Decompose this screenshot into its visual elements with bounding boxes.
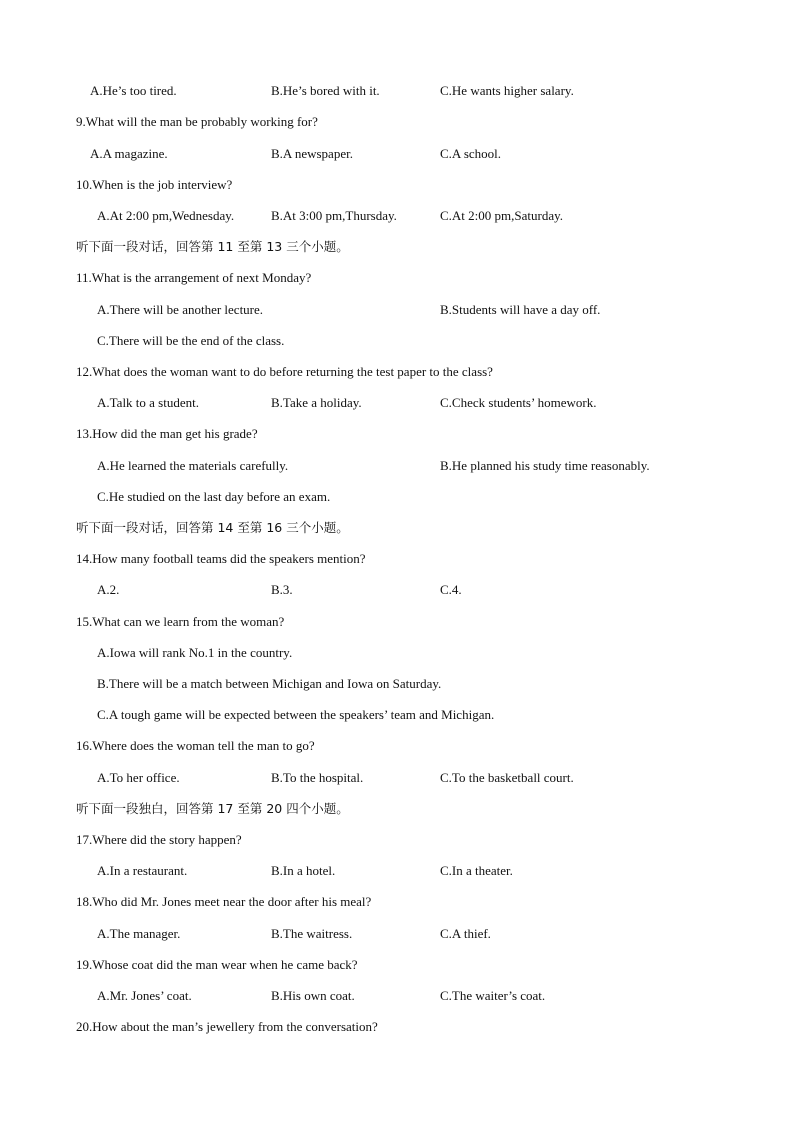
q9-option-b: B.A newspaper.	[271, 146, 353, 161]
q20-question-line	[0, 1017, 794, 1037]
q12-options	[0, 393, 794, 413]
q17-option-a: A.In a restaurant.	[97, 863, 188, 878]
q9-question-line	[0, 112, 794, 132]
q13-option-b: B.He planned his study time reasonably.	[440, 458, 650, 473]
q11-options-c	[0, 331, 794, 351]
q8-option-b: B.He’s bored with it.	[271, 83, 380, 98]
q19-question: 19.Whose coat did the man wear when he came back?	[76, 957, 358, 972]
q15-option-c-line	[0, 705, 794, 725]
q11-option-c: C.There will be the end of the class.	[97, 333, 285, 348]
q15-option-a: A.Iowa will rank No.1 in the country.	[97, 645, 293, 660]
q15-question: 15.What can we learn from the woman?	[76, 614, 285, 629]
q15-question-line	[0, 612, 794, 632]
q16-option-b: B.To the hospital.	[271, 770, 364, 785]
q12-question-line	[0, 362, 794, 382]
q18-question-line	[0, 892, 794, 912]
q18-option-c: C.A thief.	[440, 926, 491, 941]
section-17-20-text: 听下面一段独白，回答第 17 至第 20 四个小题。	[76, 801, 349, 816]
q19-option-c: C.The waiter’s coat.	[440, 988, 546, 1003]
q20-question: 20.How about the man’s jewellery from the conversation?	[76, 1019, 378, 1034]
q14-question-line	[0, 549, 794, 569]
q12-option-b: B.Take a holiday.	[271, 395, 362, 410]
q8-option-c: C.He wants higher salary.	[440, 83, 574, 98]
q12-question: 12.What does the woman want to do before returning the test paper to the class?	[76, 364, 493, 379]
q13-options-ab	[0, 456, 794, 476]
q18-question: 18.Who did Mr. Jones meet near the door after his meal?	[76, 894, 372, 909]
q10-question-line	[0, 175, 794, 195]
q13-option-a: A.He learned the materials carefully.	[97, 458, 289, 473]
q10-question: 10.When is the job interview?	[76, 177, 233, 192]
q19-option-a: A.Mr. Jones’ coat.	[97, 988, 192, 1003]
q15-option-c: C.A tough game will be expected between the speakers’ team and Michigan.	[97, 707, 495, 722]
q13-question: 13.How did the man get his grade?	[76, 426, 258, 441]
q10-option-b: B.At 3:00 pm,Thursday.	[271, 208, 397, 223]
q8-options	[0, 81, 794, 101]
q15-option-a-line	[0, 643, 794, 663]
section-heading-14-16	[0, 518, 794, 538]
q12-option-c: C.Check students’ homework.	[440, 395, 597, 410]
q14-option-c: C.4.	[440, 582, 462, 597]
q19-option-b: B.His own coat.	[271, 988, 355, 1003]
q11-question: 11.What is the arrangement of next Monday?	[76, 270, 312, 285]
q16-options	[0, 768, 794, 788]
q17-question-line	[0, 830, 794, 850]
q9-option-a: A.A magazine.	[90, 146, 168, 161]
q9-option-c: C.A school.	[440, 146, 502, 161]
q13-option-c: C.He studied on the last day before an exam.	[97, 489, 331, 504]
q17-option-b: B.In a hotel.	[271, 863, 336, 878]
q13-question-line	[0, 424, 794, 444]
q11-option-b: B.Students will have a day off.	[440, 302, 601, 317]
q19-options	[0, 986, 794, 1006]
q16-option-a: A.To her office.	[97, 770, 180, 785]
q12-option-a: A.Talk to a student.	[97, 395, 199, 410]
q10-option-c: C.At 2:00 pm,Saturday.	[440, 208, 564, 223]
q18-options	[0, 924, 794, 944]
q14-option-b: B.3.	[271, 582, 293, 597]
q19-question-line	[0, 955, 794, 975]
q11-question-line	[0, 268, 794, 288]
q17-options	[0, 861, 794, 881]
q14-options	[0, 580, 794, 600]
q13-options-c	[0, 487, 794, 507]
q16-option-c: C.To the basketball court.	[440, 770, 574, 785]
section-14-16-text: 听下面一段对话，回答第 14 至第 16 三个小题。	[76, 520, 349, 535]
section-heading-17-20	[0, 799, 794, 819]
q8-option-a: A.He’s too tired.	[90, 83, 177, 98]
section-heading-11-13	[0, 237, 794, 257]
q11-options-ab	[0, 300, 794, 320]
section-11-13-text: 听下面一段对话，回答第 11 至第 13 三个小题。	[76, 239, 349, 254]
q18-option-a: A.The manager.	[97, 926, 181, 941]
q17-option-c: C.In a theater.	[440, 863, 513, 878]
q9-options	[0, 144, 794, 164]
q15-option-b-line	[0, 674, 794, 694]
q18-option-b: B.The waitress.	[271, 926, 353, 941]
q15-option-b: B.There will be a match between Michigan and Iowa on Saturday.	[97, 676, 442, 691]
q9-question: 9.What will the man be probably working for?	[76, 114, 318, 129]
q14-option-a: A.2.	[97, 582, 120, 597]
q11-option-a: A.There will be another lecture.	[97, 302, 264, 317]
q16-question: 16.Where does the woman tell the man to go?	[76, 738, 315, 753]
q17-question: 17.Where did the story happen?	[76, 832, 242, 847]
q10-option-a: A.At 2:00 pm,Wednesday.	[97, 208, 235, 223]
q16-question-line	[0, 736, 794, 756]
q10-options	[0, 206, 794, 226]
q14-question: 14.How many football teams did the speakers mention?	[76, 551, 366, 566]
